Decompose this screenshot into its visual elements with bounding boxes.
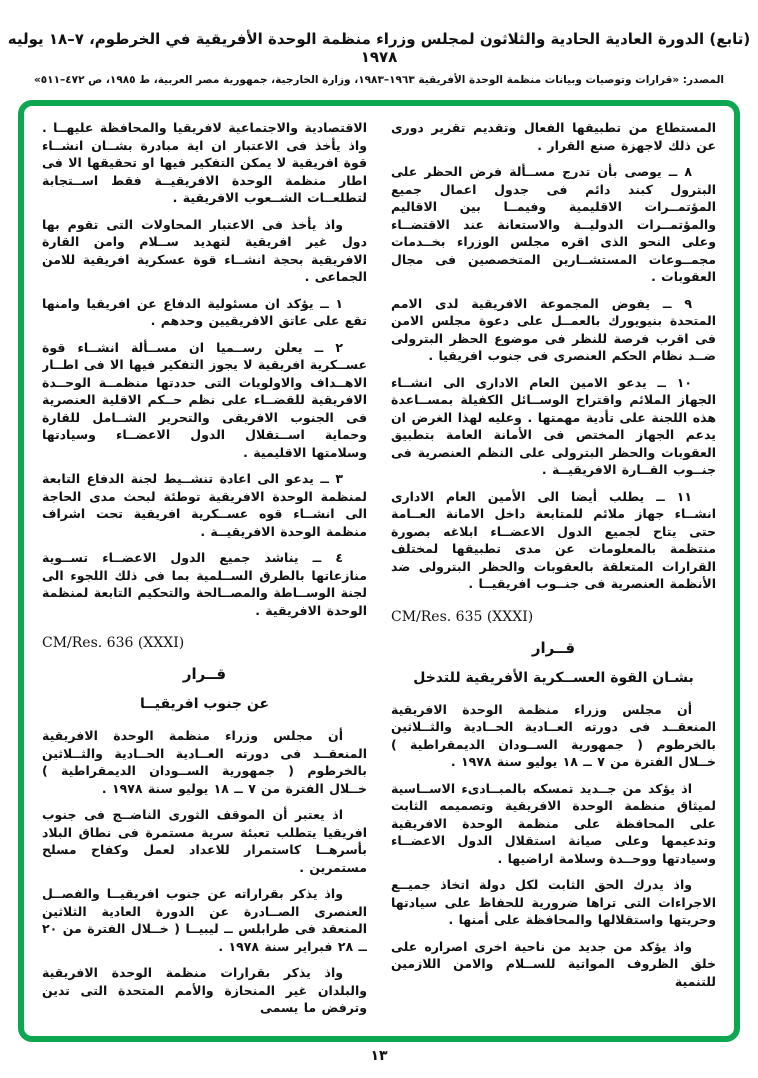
resolution-subject: عن جنوب افريقيــا xyxy=(139,696,270,712)
paragraph: الاقتصادية والاجتماعية لافريقيا والمحافظة عليهــا . واذ يأخذ فى الاعتبار ان اية مبادرة بشــان انشــاء قوة افريقية لا يمكن التفكير فيها او تحقيقها الا فى اطار منظمة الوحدة الافريقيــة فقط اســتجابة لتطلعــات الشــعوب الافريقية . xyxy=(42,120,367,205)
paragraph: اذ يؤكد من جــديد تمسكه بالمبــادىء الاســاسية لميثاق منظمة الوحدة الافريقية وتصميمه الثابت على المحافظة على منظمة الوحدة الافريقية وتدعيمها وعلى صيانة استقلال الدول الاعضــاء وسيادتها ووحــدة وسلامة اراضيها . xyxy=(391,780,716,866)
paragraph: المستطاع من تطبيقها الفعال وتقديم تقرير دورى عن ذلك لاجهزة صنع القرار . xyxy=(391,120,716,153)
paragraph: ٢ ــ يعلن رســميا ان مســألة انشــاء قوة عســكرية افريقية لا يجوز التفكير فيها الا فى اطــار الاهــداف والاولويات التى حددتها منظمــة الوحــدة الافريقية للقضــاء على نظم حــكم الاقلية العنصرية فى الجنوب الافريقى والتحرير الشــامل للقارة وحماية اســتقلال الدول الاعضــاء وسيادتها وسلامتها الاقليمية . xyxy=(42,339,367,460)
paragraph: ٨ ــ يوصى بأن تدرج مســألة فرض الحظر على البترول كبند دائم فى جدول اعمال جميع المؤتمــرات الاقليمية وفيمــا بين الاقاليم والمؤتمــرات الدوليــة والاستعانة عند الاقتضــاء وعلى النحو الذى اقره مجلس الوزراء بخــدمات مجمــوعات المستشــارين المتخصصين فى مجال العقوبات . xyxy=(391,164,716,284)
session-title: (تابع) الدورة العادية الحادية والثلاثون لمجلس وزراء منظمة الوحدة الأفريقية في الخرطوم، ٧–١٨ يوليه ١٩٧٨ xyxy=(7,30,751,66)
column-left xyxy=(42,119,367,1028)
green-frame xyxy=(18,100,740,1042)
paragraph: ١١ ــ يطلب أيضا الى الأمين العام الادارى انشــاء جهاز ملائم للمتابعة داخل الامانة العــامة حتى يتاح لجميع الدول الاعضــاء ابلاغه بصورة منتظمة بالمعلومات عن مدى تطبيقها لمختلف القرارات المتعلقة بالعقوبات والحظر البترولى ضد الأنظمة العنصرية فى جنــوب افريقيــا . xyxy=(391,488,716,591)
resolution-code: CM/Res. 636 (XXXI) xyxy=(42,635,185,651)
paragraph: ٤ ــ يناشد جميع الدول الاعضــاء تســوية منازعاتها بالطرق الســلمية بما فى ذلك اللجوء الى لجنة الوســاطة والمصــالحة والتحكيم التابعة لمنظمة الوحدة الافريقية . xyxy=(42,550,367,618)
resolution-word: قــرار xyxy=(531,638,576,657)
page-number: ١٣ xyxy=(370,1048,388,1064)
paragraph: ١٠ ــ يدعو الامين العام الادارى الى انشــاء الجهاز الملائم واقتراح الوســائل الكفيلة بمســاعدة هذه اللجنة على تأدية مهمتها . وعليه لهذا الغرض ان يدعم الجهاز المختص فى الأمانة العامة بتطبيق العقوبات والحظر البترولى على النظم العنصرية فى جنــوب القــارة الافريقيــة . xyxy=(391,374,716,477)
column-right xyxy=(391,119,716,1028)
resolution-code: CM/Res. 635 (XXXI) xyxy=(391,608,534,625)
paragraph: ٩ ــ يفوض المجموعة الافريقية لدى الامم المتحدة بنيويورك بالعمــل على دعوة مجلس الامن فى اقرب فرصة للنظر فى موضوع الحظر البترولى ضــد نظام الحكم العنصرى فى جنوب افريقيا . xyxy=(391,295,716,363)
paragraph: ١ ــ يؤكد ان مسئولية الدفاع عن افريقيا وامنها تقع على عاتق الافريقيين وحدهم . xyxy=(42,295,367,328)
resolution-word: قــرار xyxy=(182,665,227,683)
paragraph: ٣ ــ يدعو الى اعادة تنشــيط لجنة الدفاع التابعة لمنظمة الوحدة الافريقية توطئة لبحث مدى الحاجة الى انشــاء قوه عســكرية افريقية تحت اشراف منظمة الوحدة الافريقيــة . xyxy=(42,471,367,539)
paragraph: اذ يعتبر أن الموقف الثورى الناضــج فى جنوب افريقيا يتطلب تعبئة سرية مستمرة فى نطاق البلاد بأسرهــا كاستمرار للاعداد لعمل وكفاح مسلح مستمرين . xyxy=(42,807,367,875)
paragraph: واذ يذكر بقرارات منظمة الوحدة الافريقية والبلدان غير المنحازة والأمم المتحدة التى تدين وترفض ما يسمى xyxy=(42,965,367,1015)
paragraph: واذ يأخذ فى الاعتبار المحاولات التى تقوم بها دول غير افريقية لتهديد ســلام وامن القارة الافريقية بحجة انشــاء قوة عسكرية افريقية للامن الجماعى . xyxy=(42,216,367,284)
paragraph: أن مجلس وزراء منظمة الوحدة الافريقية المنعقــد فى دورته العــادية الحــادية والثــلاثين بالخرطوم ( جمهورية الســودان الديمقراطية ) خــلال الفترة من ٧ ــ ١٨ يوليو سنة ١٩٧٨ . xyxy=(391,701,716,769)
paragraph: أن مجلس وزراء منظمة الوحدة الافريقية المنعقــد فى دورته العــادية الحــادية والثــلاثين بالخرطوم ( جمهورية الســودان الديمقراطية ) خــلال الفترة من ٧ ــ ١٨ يوليو سنة ١٩٧٨ . xyxy=(42,728,367,796)
page-header xyxy=(0,0,758,86)
paragraph: واذ يذكر بقراراته عن جنوب افريقيــا والفصــل العنصرى الصــادرة عن الدورة العادية الثلاثين المنعقد فى طرابلس ــ ليبيــا ( خــلال الفترة من ٢٠ ــ ٢٨ فبراير سنة ١٩٧٨ . xyxy=(42,886,367,954)
resolution-subject: بشـان القوة العســكرية الأفريقية للتدخل xyxy=(413,669,694,686)
paragraph: واذ يؤكد من جديد من ناحية اخرى اصراره على خلق الظروف المواتية للســلام والامن اللازمين للتنمية xyxy=(391,938,716,989)
two-column-body xyxy=(42,119,716,1028)
source-line: المصدر: «قرارات وتوصيات وبيانات منظمة الوحدة الأفريقية ١٩٦٣–١٩٨٣، وزارة الخارجية، جمهورية مصر العربية، ط ١٩٨٥، ص ٤٧٢–٥١١» xyxy=(33,74,725,86)
paragraph: واذ يدرك الحق الثابت لكل دولة اتخاذ جميــع الاجراءات التى تراها ضرورية للحفاظ على سيادتها وحريتها واستقلالها والمحافظة على أمنها . xyxy=(391,877,716,927)
